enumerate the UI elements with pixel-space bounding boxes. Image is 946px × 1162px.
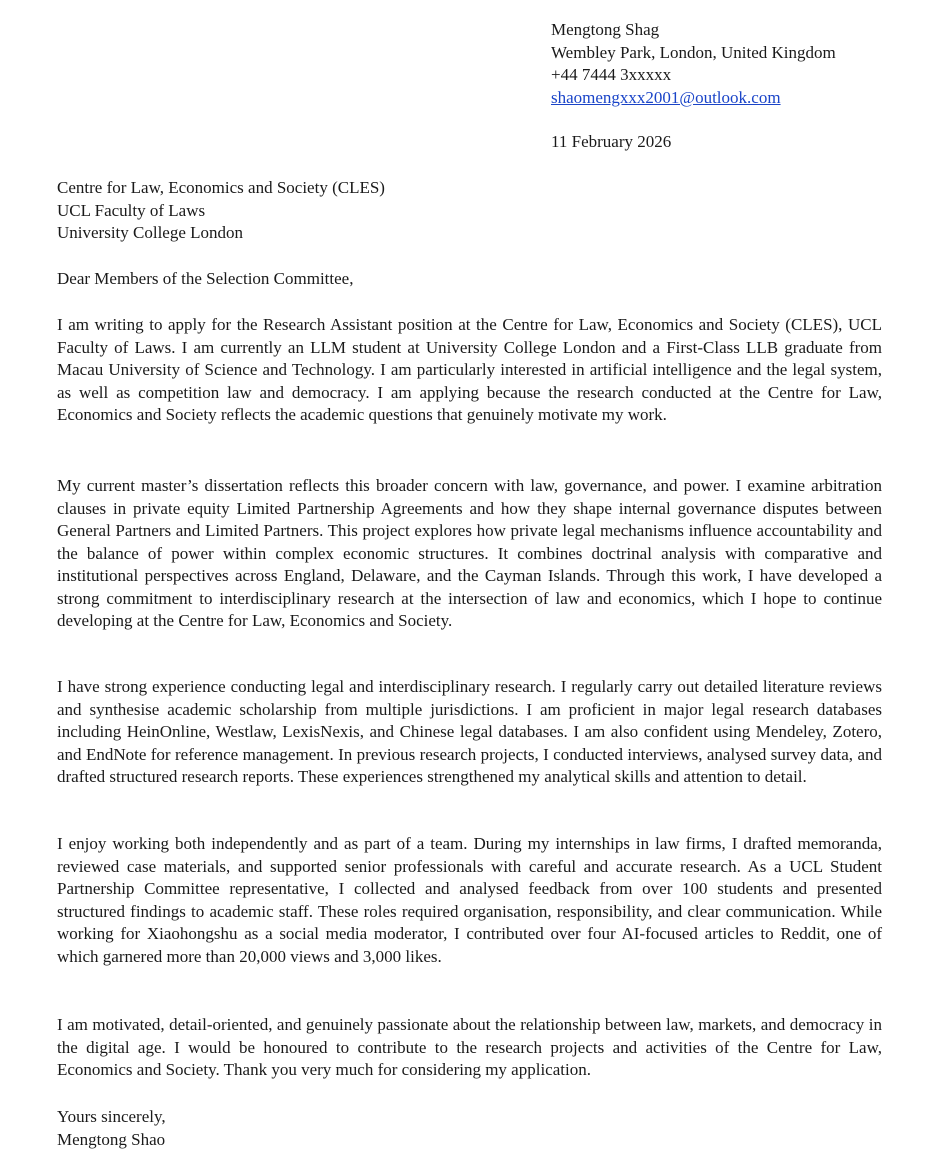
recipient-line-2: UCL Faculty of Laws — [57, 200, 206, 220]
paragraph-4: I enjoy working both independently and as part of a team. During my internships in law firms, I drafted memoranda, reviewed case materials, and supported senior professionals with careful and accurate research. As a UCL Student Partnership Committee representative, I collected and analysed feedback from over 100 students and presented structured findings to academic staff. These roles required organisation, responsibility, and clear communication. While working for Xiaohongshu as a social media moderator, I contributed over four AI-focused articles to Reddit, one of which garnered more than 20,000 views and 3,000 likes. — [57, 834, 882, 966]
recipient-block — [57, 177, 657, 245]
recipient-line-1: Centre for Law, Economics and Society (CLES) — [57, 178, 385, 197]
salutation: Dear Members of the Selection Committee, — [57, 269, 354, 288]
valediction: Yours sincerely, — [57, 1107, 166, 1126]
sender-address: Wembley Park, London, United Kingdom — [551, 42, 836, 62]
sender-name: Mengtong Shag — [551, 20, 660, 39]
sender-email-link[interactable]: shaomengxxx2001@outlook.com — [551, 87, 781, 107]
sender-phone: +44 7444 3xxxxx — [551, 65, 672, 84]
signature-name: Mengtong Shao — [57, 1129, 166, 1149]
letter-date: 11 February 2026 — [551, 132, 672, 151]
paragraph-3: I have strong experience conducting legal and interdisciplinary research. I regularly carry out detailed literature reviews and synthesise academic scholarship from multiple jurisdictions. I am proficient in major legal research databases including HeinOnline, Westlaw, LexisNexis, and Chinese legal databases. I am also confident using Mendeley, Zotero, and EndNote for reference management. In previous research projects, I conducted interviews, analysed survey data, and drafted structured research reports. These experiences strengthened my analytical skills and attention to detail. — [57, 677, 882, 786]
paragraph-2: My current master’s dissertation reflects this broader concern with law, governance, and power. I examine arbitration clauses in private equity Limited Partnership Agreements and how they shape internal governance disputes between General Partners and Limited Partners. This project explores how private legal mechanisms influence accountability and the balance of power within complex economic structures. It combines doctrinal analysis with comparative and institutional perspectives across England, Delaware, and the Cayman Islands. Through this work, I have developed a strong commitment to interdisciplinary research at the intersection of law and economics, which I hope to continue developing at the Centre for Law, Economics and Society. — [57, 476, 882, 630]
sender-block — [551, 19, 921, 154]
recipient-line-3: University College London — [57, 223, 244, 242]
paragraph-5: I am motivated, detail-oriented, and genuinely passionate about the relationship between law, markets, and democracy in the digital age. I would be honoured to contribute to the research projects and activities of the Centre for Law, Economics and Society. Thank you very much for considering my application. — [57, 1015, 882, 1079]
paragraph-1: I am writing to apply for the Research Assistant position at the Centre for Law, Economics and Society (CLES), UCL Faculty of Laws. I am currently an LLM student at University College London and a First-Class LLB graduate from Macau University of Science and Technology. I am particularly interested in artificial intelligence and the legal system, as well as competition law and democracy. I am applying because the research conducted at the Centre for Law, Economics and Society reflects the academic questions that genuinely motivate my work. — [57, 315, 882, 424]
closing-block — [57, 1106, 166, 1151]
